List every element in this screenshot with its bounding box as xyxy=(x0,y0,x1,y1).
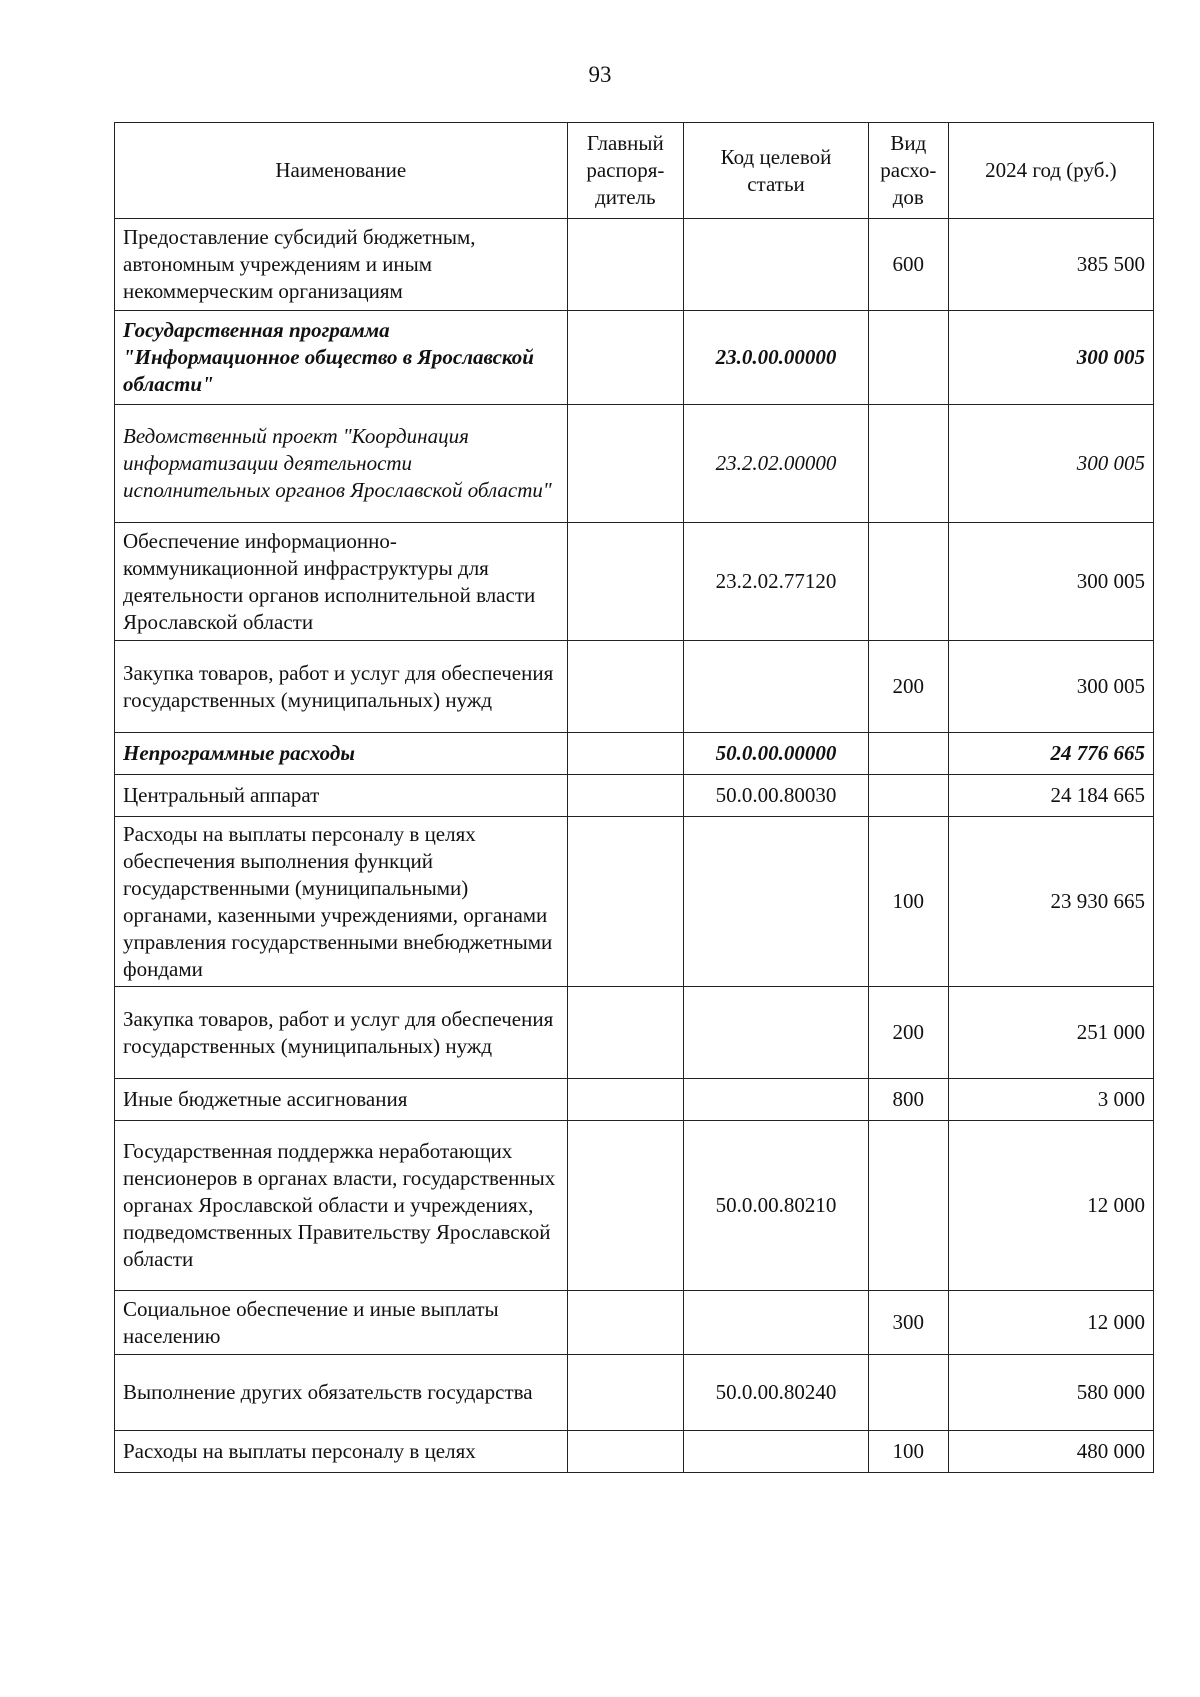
cell-amount: 24 184 665 xyxy=(948,775,1153,817)
header-manager: Главный распоря-дитель xyxy=(567,123,684,219)
cell-name: Центральный аппарат xyxy=(115,775,568,817)
cell-code xyxy=(684,219,869,311)
cell-amount: 300 005 xyxy=(948,641,1153,733)
cell-code: 50.0.00.80210 xyxy=(684,1121,869,1291)
table-body xyxy=(115,219,1154,1473)
table-header-row xyxy=(115,123,1154,219)
cell-name: Иные бюджетные ассигнования xyxy=(115,1079,568,1121)
budget-table xyxy=(114,122,1154,1473)
table-row xyxy=(115,1355,1154,1431)
cell-manager xyxy=(567,641,684,733)
cell-name: Ведомственный проект "Координация информатизации деятельности исполнительных органов Ярославской области" xyxy=(115,405,568,523)
cell-amount: 300 005 xyxy=(948,405,1153,523)
cell-manager xyxy=(567,1355,684,1431)
table-row xyxy=(115,1079,1154,1121)
cell-amount: 23 930 665 xyxy=(948,817,1153,987)
cell-code: 50.0.00.80240 xyxy=(684,1355,869,1431)
table-row xyxy=(115,641,1154,733)
cell-amount: 580 000 xyxy=(948,1355,1153,1431)
cell-manager xyxy=(567,987,684,1079)
header-amount: 2024 год (руб.) xyxy=(948,123,1153,219)
cell-kind: 600 xyxy=(868,219,948,311)
cell-kind: 200 xyxy=(868,987,948,1079)
cell-code xyxy=(684,641,869,733)
table-row xyxy=(115,775,1154,817)
cell-amount: 480 000 xyxy=(948,1431,1153,1473)
cell-kind xyxy=(868,733,948,775)
cell-kind xyxy=(868,1121,948,1291)
cell-name: Выполнение других обязательств государства xyxy=(115,1355,568,1431)
cell-kind xyxy=(868,775,948,817)
table-row xyxy=(115,1431,1154,1473)
table-row xyxy=(115,987,1154,1079)
cell-code: 50.0.00.80030 xyxy=(684,775,869,817)
cell-kind: 800 xyxy=(868,1079,948,1121)
cell-amount: 300 005 xyxy=(948,311,1153,405)
table-row xyxy=(115,405,1154,523)
cell-amount: 3 000 xyxy=(948,1079,1153,1121)
cell-name: Закупка товаров, работ и услуг для обеспечения государственных (муниципальных) нужд xyxy=(115,987,568,1079)
header-kind: Вид расхо-дов xyxy=(868,123,948,219)
cell-kind xyxy=(868,523,948,641)
cell-kind xyxy=(868,311,948,405)
cell-name: Расходы на выплаты персоналу в целях xyxy=(115,1431,568,1473)
cell-manager xyxy=(567,1079,684,1121)
cell-code xyxy=(684,817,869,987)
cell-amount: 24 776 665 xyxy=(948,733,1153,775)
cell-name: Расходы на выплаты персоналу в целях обеспечения выполнения функций государственными (муниципальными) органами, казенными учреждениями, органами управления государственными внебюджетными фондами xyxy=(115,817,568,987)
cell-name: Предоставление субсидий бюджетным, автономным учреждениям и иным некоммерческим организациям xyxy=(115,219,568,311)
cell-manager xyxy=(567,775,684,817)
cell-amount: 12 000 xyxy=(948,1291,1153,1355)
table-row xyxy=(115,1121,1154,1291)
cell-name: Непрограммные расходы xyxy=(115,733,568,775)
cell-kind: 100 xyxy=(868,1431,948,1473)
cell-code xyxy=(684,1291,869,1355)
cell-amount: 12 000 xyxy=(948,1121,1153,1291)
cell-code xyxy=(684,1079,869,1121)
cell-name: Обеспечение информационно-коммуникационной инфраструктуры для деятельности органов исполнительной власти Ярославской области xyxy=(115,523,568,641)
cell-code: 23.2.02.00000 xyxy=(684,405,869,523)
cell-kind: 200 xyxy=(868,641,948,733)
table-row xyxy=(115,219,1154,311)
cell-name: Государственная поддержка неработающих пенсионеров в органах власти, государственных органах Ярославской области и учреждениях, подведомственных Правительству Ярославской области xyxy=(115,1121,568,1291)
cell-manager xyxy=(567,1431,684,1473)
header-name: Наименование xyxy=(115,123,568,219)
cell-manager xyxy=(567,817,684,987)
page-number: 93 xyxy=(588,62,612,87)
cell-kind: 100 xyxy=(868,817,948,987)
cell-manager xyxy=(567,523,684,641)
cell-name: Закупка товаров, работ и услуг для обеспечения государственных (муниципальных) нужд xyxy=(115,641,568,733)
cell-amount: 300 005 xyxy=(948,523,1153,641)
cell-code: 50.0.00.00000 xyxy=(684,733,869,775)
cell-manager xyxy=(567,1291,684,1355)
cell-code xyxy=(684,1431,869,1473)
table-row xyxy=(115,1291,1154,1355)
cell-manager xyxy=(567,405,684,523)
cell-name: Социальное обеспечение и иные выплаты населению xyxy=(115,1291,568,1355)
cell-manager xyxy=(567,219,684,311)
cell-manager xyxy=(567,311,684,405)
table-row xyxy=(115,817,1154,987)
cell-amount: 385 500 xyxy=(948,219,1153,311)
cell-name: Государственная программа "Информационное общество в Ярославской области" xyxy=(115,311,568,405)
cell-code: 23.0.00.00000 xyxy=(684,311,869,405)
header-code: Код целевой статьи xyxy=(684,123,869,219)
cell-manager xyxy=(567,733,684,775)
cell-kind xyxy=(868,1355,948,1431)
cell-manager xyxy=(567,1121,684,1291)
table-row xyxy=(115,733,1154,775)
table-row xyxy=(115,523,1154,641)
cell-code: 23.2.02.77120 xyxy=(684,523,869,641)
cell-amount: 251 000 xyxy=(948,987,1153,1079)
cell-kind xyxy=(868,405,948,523)
table-row xyxy=(115,311,1154,405)
cell-code xyxy=(684,987,869,1079)
cell-kind: 300 xyxy=(868,1291,948,1355)
